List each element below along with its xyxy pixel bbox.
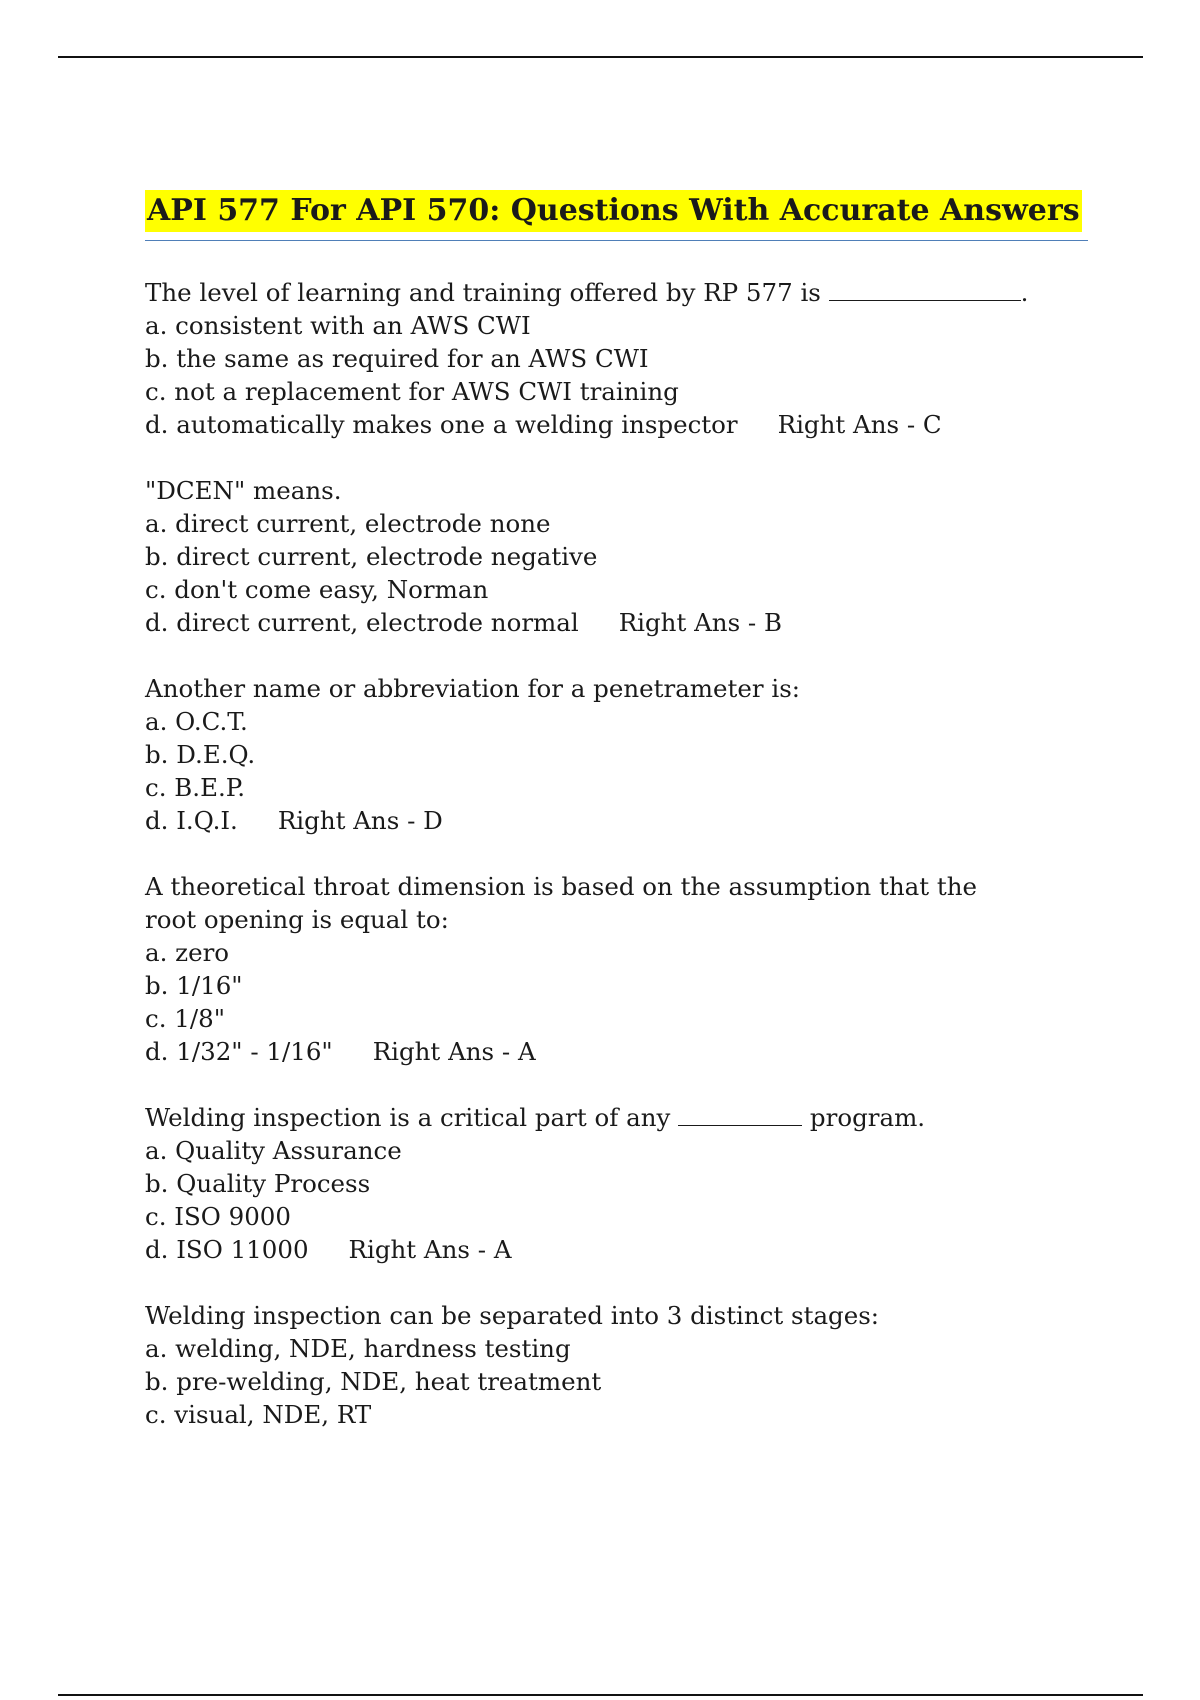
option-c: c. don't come easy, Norman	[145, 575, 489, 604]
question-stem: "DCEN" means.	[145, 476, 342, 505]
question-stem: A theoretical throat dimension is based on the assumption that the root opening is equal to:	[145, 872, 977, 934]
question-stem: Another name or abbreviation for a penetrameter is:	[145, 674, 801, 703]
option-a: a. zero	[145, 938, 230, 967]
option-d: d. direct current, electrode normal	[145, 608, 579, 637]
option-c: c. 1/8"	[145, 1004, 225, 1033]
option-d-with-answer	[145, 1035, 1025, 1068]
option-a: a. direct current, electrode none	[145, 509, 551, 538]
option-b: b. the same as required for an AWS CWI	[145, 344, 649, 373]
question-stem: The level of learning and training offered by RP 577 is .	[145, 278, 1029, 307]
option-a: a. consistent with an AWS CWI	[145, 311, 531, 340]
document-title: API 577 For API 570: Questions With Accurate Answers	[145, 190, 1082, 232]
option-a: a. welding, NDE, hardness testing	[145, 1334, 571, 1363]
answer-blank	[829, 299, 1021, 301]
option-a: a. O.C.T.	[145, 707, 248, 736]
option-d: d. I.Q.I.	[145, 806, 238, 835]
option-d-with-answer	[145, 408, 1025, 441]
option-d: d. automatically makes one a welding inspector	[145, 410, 738, 439]
right-answer: Right Ans - D	[277, 806, 443, 835]
right-answer: Right Ans - A	[372, 1037, 536, 1066]
option-d-with-answer	[145, 804, 1025, 837]
right-answer: Right Ans - B	[618, 608, 783, 637]
footer-rule	[58, 1694, 1143, 1696]
right-answer: Right Ans - A	[348, 1235, 512, 1264]
option-c: c. B.E.P.	[145, 773, 246, 802]
option-d-with-answer	[145, 1233, 1025, 1266]
question-6	[145, 1299, 1025, 1431]
title-block	[145, 190, 1088, 241]
question-stem: Welding inspection is a critical part of any program.	[145, 1103, 926, 1132]
option-d-with-answer	[145, 606, 1025, 639]
option-d: d. ISO 11000	[145, 1235, 309, 1264]
option-c: c. ISO 9000	[145, 1202, 291, 1231]
option-a: a. Quality Assurance	[145, 1136, 402, 1165]
option-d: d. 1/32" - 1/16"	[145, 1037, 333, 1066]
question-5	[145, 1101, 1025, 1266]
right-answer: Right Ans - C	[777, 410, 942, 439]
question-list	[145, 276, 1029, 1464]
option-b: b. pre-welding, NDE, heat treatment	[145, 1367, 602, 1396]
question-stem: Welding inspection can be separated into 3 distinct stages:	[145, 1301, 880, 1330]
question-2	[145, 474, 1025, 639]
option-c: c. visual, NDE, RT	[145, 1400, 372, 1429]
question-1	[145, 276, 1029, 441]
option-b: b. 1/16"	[145, 971, 243, 1000]
question-3	[145, 672, 1025, 837]
option-c: c. not a replacement for AWS CWI training	[145, 377, 679, 406]
option-b: b. D.E.Q.	[145, 740, 256, 769]
question-4	[145, 870, 1025, 1068]
option-b: b. direct current, electrode negative	[145, 542, 598, 571]
header-rule	[58, 56, 1143, 58]
answer-blank	[678, 1124, 802, 1126]
option-b: b. Quality Process	[145, 1169, 371, 1198]
